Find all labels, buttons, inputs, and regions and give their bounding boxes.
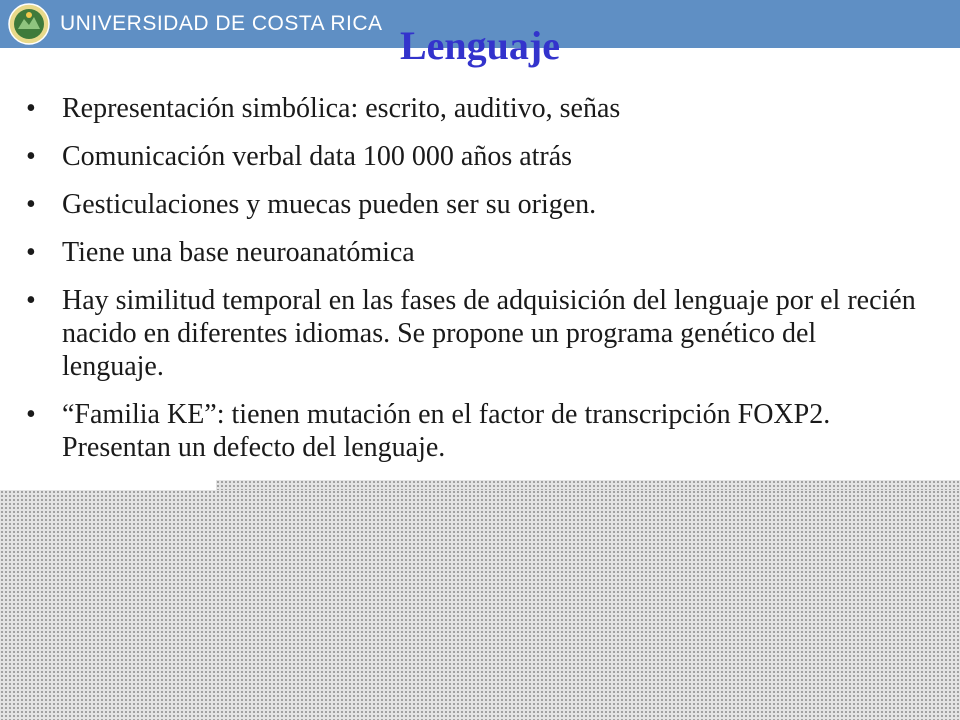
bullet-dot-icon: • [26,93,36,124]
bullet-item [20,140,920,173]
bullet-item [20,284,920,383]
bullet-item [20,236,920,269]
bullet-text: Hay similitud temporal en las fases de adquisición del lenguaje por el recién nacido en diferentes idiomas. Se propone un programa genético del lenguaje. [62,285,916,382]
bullet-item [20,188,920,221]
slide-title: Lenguaje [400,23,560,68]
university-name: UNIVERSIDAD DE COSTA RICA [60,12,383,35]
bullet-dot-icon: • [26,141,36,172]
bullet-text: Comunicación verbal data 100 000 años atrás [62,141,573,172]
bullet-item [20,92,920,125]
bullet-text: Representación simbólica: escrito, auditivo, señas [62,93,621,124]
bullet-list [20,92,920,479]
bullet-dot-icon: • [26,189,36,220]
dotted-overlay [0,490,960,720]
bullet-dot-icon: • [26,285,36,316]
bullet-dot-icon: • [26,399,36,430]
bullet-dot-icon: • [26,237,36,268]
bullet-text: Tiene una base neuroanatómica [62,237,415,268]
bullet-text: Gesticulaciones y muecas pueden ser su origen. [62,189,597,220]
bullet-item [20,398,920,464]
bullet-text: “Familia KE”: tienen mutación en el factor de transcripción FOXP2. Presentan un defecto del lenguaje. [62,399,831,463]
